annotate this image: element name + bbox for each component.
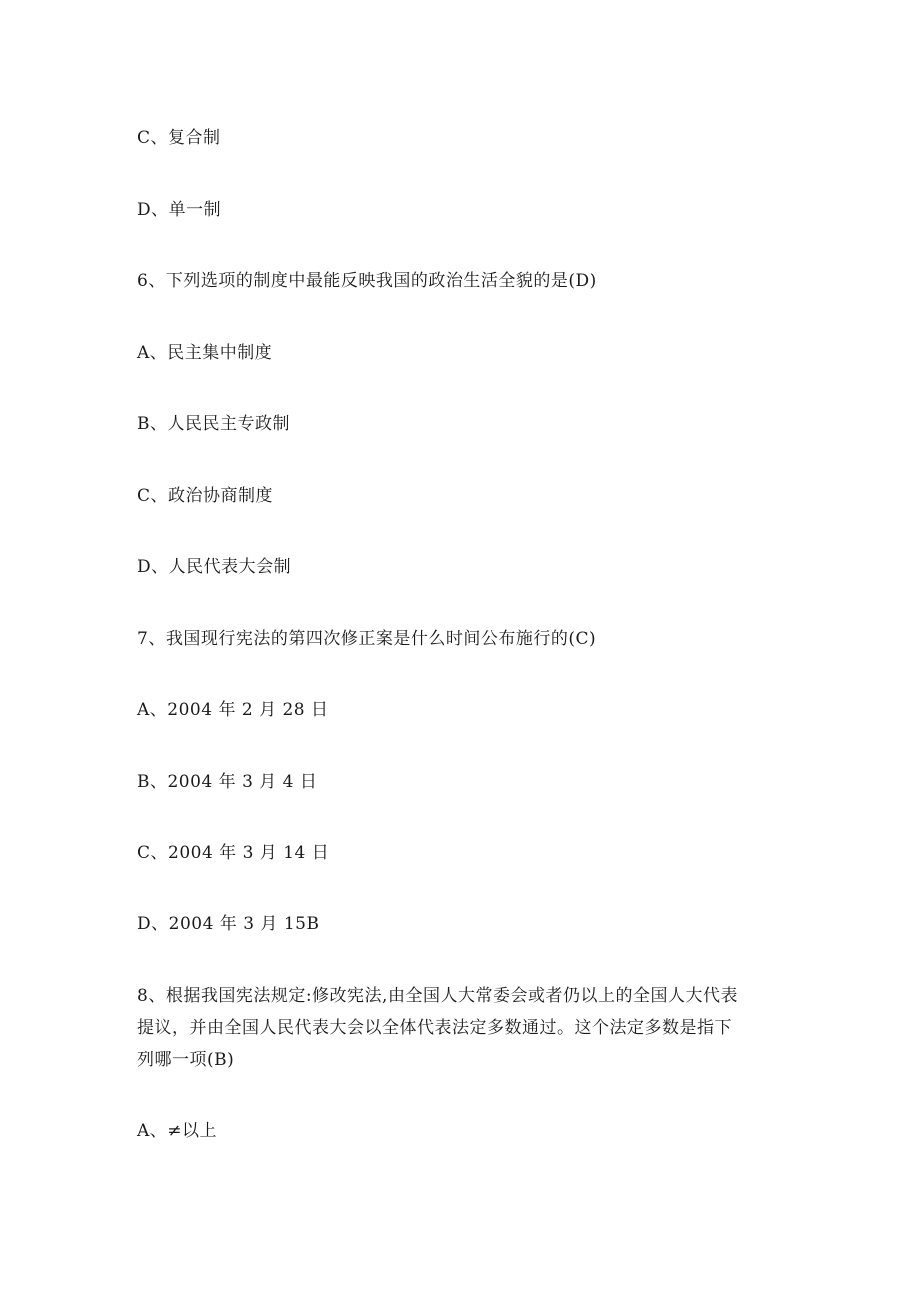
q8-option-a: A、≠以上	[137, 1121, 218, 1141]
question-8-line-1: 8、根据我国宪法规定:修改宪法,由全国人大常委会或者仍以上的全国人大代表	[137, 986, 738, 1006]
q7-option-a: A、2004 年 2 月 28 日	[137, 700, 329, 720]
question-7: 7、我国现行宪法的第四次修正案是什么时间公布施行的(C)	[137, 629, 597, 649]
question-8	[137, 980, 797, 1076]
question-8-line-3: 列哪一项(B)	[137, 1050, 235, 1070]
option-d-unitary: D、单一制	[137, 200, 222, 220]
q6-option-c: C、政治协商制度	[137, 486, 274, 506]
question-6: 6、下列选项的制度中最能反映我国的政治生活全貌的是(D)	[137, 271, 597, 291]
question-8-line-2: 提议，并由全国人民代表大会以全体代表法定多数通过。这个法定多数是指下	[137, 1018, 732, 1038]
q7-option-b: B、2004 年 3 月 4 日	[137, 772, 318, 792]
q7-option-d: D、2004 年 3 月 15B	[137, 914, 320, 934]
q6-option-b: B、人民民主专政制	[137, 414, 290, 434]
q6-option-a: A、民主集中制度	[137, 343, 273, 363]
option-c-composite: C、复合制	[137, 128, 221, 148]
q7-option-c: C、2004 年 3 月 14 日	[137, 843, 330, 863]
q6-option-d: D、人民代表大会制	[137, 557, 292, 577]
